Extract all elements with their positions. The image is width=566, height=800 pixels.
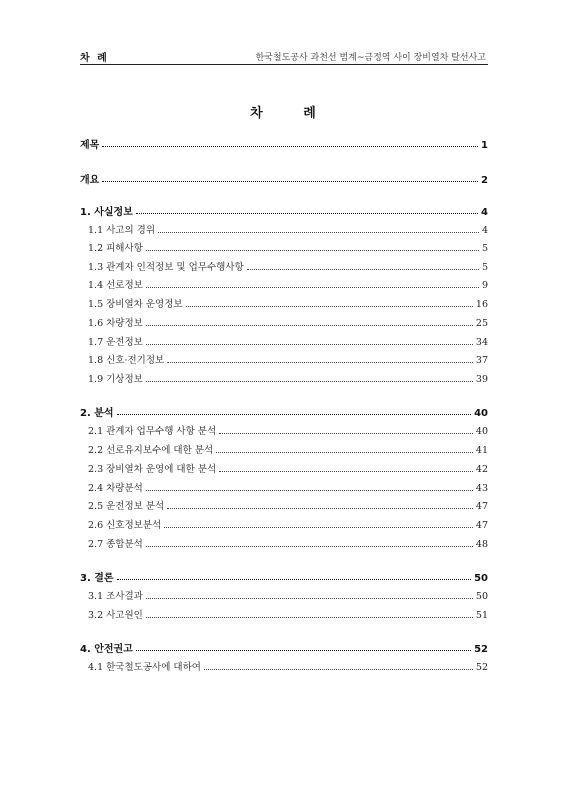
dot-leader xyxy=(136,650,471,651)
toc-entry-label: 1. 사실정보 xyxy=(80,207,133,218)
dot-leader xyxy=(117,579,472,580)
toc-title: 차 례 xyxy=(250,106,334,121)
dot-leader xyxy=(247,269,479,270)
toc-entry-label: 3. 결론 xyxy=(80,573,114,584)
toc-entry-label: 2.4 차량분석 xyxy=(88,483,143,494)
toc-entry-page: 5 xyxy=(481,262,488,273)
toc-entry-2-2[interactable] xyxy=(80,442,488,458)
toc-entry-label: 1.5 장비열차 운영정보 xyxy=(88,299,183,310)
toc-entry-label: 1.1 사고의 경위 xyxy=(88,225,156,236)
dot-leader xyxy=(146,490,473,491)
toc-entry-page: 41 xyxy=(475,445,488,456)
dot-leader xyxy=(219,433,473,434)
toc-entry-2-3[interactable] xyxy=(80,461,488,477)
toc-entry-page: 47 xyxy=(475,520,488,531)
toc-entry-label: 1.9 기상정보 xyxy=(88,374,143,385)
toc-entry-page: 39 xyxy=(475,374,488,385)
toc-entry-page: 9 xyxy=(481,280,488,291)
toc-entry-label: 2.1 관계자 업무수행 사항 분석 xyxy=(88,426,217,437)
toc-entry-3-2[interactable] xyxy=(80,607,488,623)
dot-leader xyxy=(216,452,473,453)
toc-entry-1-6[interactable] xyxy=(80,315,488,331)
toc-entry-2-6[interactable] xyxy=(80,517,488,533)
toc-entry-label: 1.6 차량정보 xyxy=(88,318,143,329)
toc-entry-page: 34 xyxy=(475,337,488,348)
dot-leader xyxy=(167,362,473,363)
toc-entry-chapter-2[interactable] xyxy=(80,404,488,420)
dot-leader xyxy=(146,546,473,547)
toc-entry-chapter-4[interactable] xyxy=(80,640,488,656)
toc-entry-label: 1.4 선로정보 xyxy=(88,280,143,291)
toc-entry-2-5[interactable] xyxy=(80,498,488,514)
dot-leader xyxy=(167,508,473,509)
toc-entry-1-2[interactable] xyxy=(80,240,488,256)
toc-entry-label: 1.8 신호·전기정보 xyxy=(88,355,165,366)
toc-entry-title[interactable] xyxy=(80,136,488,152)
toc-entry-page: 40 xyxy=(475,426,488,437)
toc-entry-1-3[interactable] xyxy=(80,259,488,275)
toc-entry-page: 2 xyxy=(481,175,488,186)
toc-entry-1-1[interactable] xyxy=(80,222,488,238)
dot-leader xyxy=(219,471,473,472)
dot-leader xyxy=(186,306,473,307)
toc-entry-label: 2.3 장비열차 운영에 대한 분석 xyxy=(88,464,217,475)
toc-entry-page: 1 xyxy=(481,140,488,151)
page-header xyxy=(80,46,488,65)
toc-entry-label: 4.1 한국철도공사에 대하여 xyxy=(88,662,201,673)
toc-entry-1-9[interactable] xyxy=(80,371,488,387)
toc-entry-page: 16 xyxy=(475,299,488,310)
toc-entry-1-5[interactable] xyxy=(80,296,488,312)
toc-entry-label: 1.7 운전정보 xyxy=(88,337,143,348)
toc-entry-label: 1.2 피해사항 xyxy=(88,243,143,254)
toc-entry-overview[interactable] xyxy=(80,171,488,187)
toc-entry-page: 43 xyxy=(475,483,488,494)
dot-leader xyxy=(146,381,473,382)
dot-leader xyxy=(102,146,478,147)
toc-entry-page: 50 xyxy=(474,573,488,584)
toc-entry-3-1[interactable] xyxy=(80,588,488,604)
header-document-title: 한국철도공사 과천선 범계~금정역 사이 장비열차 탈선사고 xyxy=(255,53,486,63)
toc-entry-page: 48 xyxy=(475,539,488,550)
dot-leader xyxy=(146,617,473,618)
dot-leader xyxy=(146,250,479,251)
toc-entry-label: 3.2 사고원인 xyxy=(88,610,143,621)
toc-entry-page: 4 xyxy=(481,207,488,218)
toc-entry-1-7[interactable] xyxy=(80,334,488,350)
dot-leader xyxy=(146,325,473,326)
toc-entry-1-8[interactable] xyxy=(80,352,488,368)
dot-leader xyxy=(146,344,473,345)
dot-leader xyxy=(102,181,478,182)
toc-entry-page: 50 xyxy=(475,591,488,602)
toc-entry-1-4[interactable] xyxy=(80,277,488,293)
dot-leader xyxy=(146,598,473,599)
toc-entry-label: 개요 xyxy=(80,175,100,186)
dot-leader xyxy=(204,669,473,670)
toc-entry-page: 40 xyxy=(474,408,488,419)
toc-entry-label: 제목 xyxy=(80,140,100,151)
toc-entry-label: 2. 분석 xyxy=(80,408,114,419)
toc-entry-page: 52 xyxy=(475,662,488,673)
toc-entry-2-7[interactable] xyxy=(80,536,488,552)
dot-leader xyxy=(158,232,479,233)
dot-leader xyxy=(164,527,473,528)
dot-leader xyxy=(146,287,479,288)
toc-entry-page: 25 xyxy=(475,318,488,329)
dot-leader xyxy=(136,213,478,214)
toc-entry-2-1[interactable] xyxy=(80,423,488,439)
toc-entry-2-4[interactable] xyxy=(80,480,488,496)
toc-entry-page: 52 xyxy=(474,644,488,655)
toc-entry-4-1[interactable] xyxy=(80,659,488,675)
toc-entry-chapter-1[interactable] xyxy=(80,203,488,219)
toc-entry-page: 51 xyxy=(475,610,488,621)
header-section-title: 차 례 xyxy=(80,53,109,64)
toc-entry-label: 1.3 관계자 인적정보 및 업무수행사항 xyxy=(88,262,244,273)
toc-entry-page: 37 xyxy=(475,355,488,366)
toc-entry-label: 3.1 조사결과 xyxy=(88,591,143,602)
toc-entry-label: 2.6 신호정보분석 xyxy=(88,520,162,531)
toc-entry-label: 4. 안전권고 xyxy=(80,644,133,655)
toc-entry-page: 4 xyxy=(481,225,488,236)
dot-leader xyxy=(117,414,472,415)
toc-entry-label: 2.5 운전정보 분석 xyxy=(88,501,165,512)
toc-entry-page: 47 xyxy=(475,501,488,512)
toc-entry-label: 2.2 선로유지보수에 대한 분석 xyxy=(88,445,214,456)
toc-entry-page: 5 xyxy=(481,243,488,254)
toc-entry-page: 42 xyxy=(475,464,488,475)
toc-entry-label: 2.7 종합분석 xyxy=(88,539,143,550)
toc-entry-chapter-3[interactable] xyxy=(80,569,488,585)
